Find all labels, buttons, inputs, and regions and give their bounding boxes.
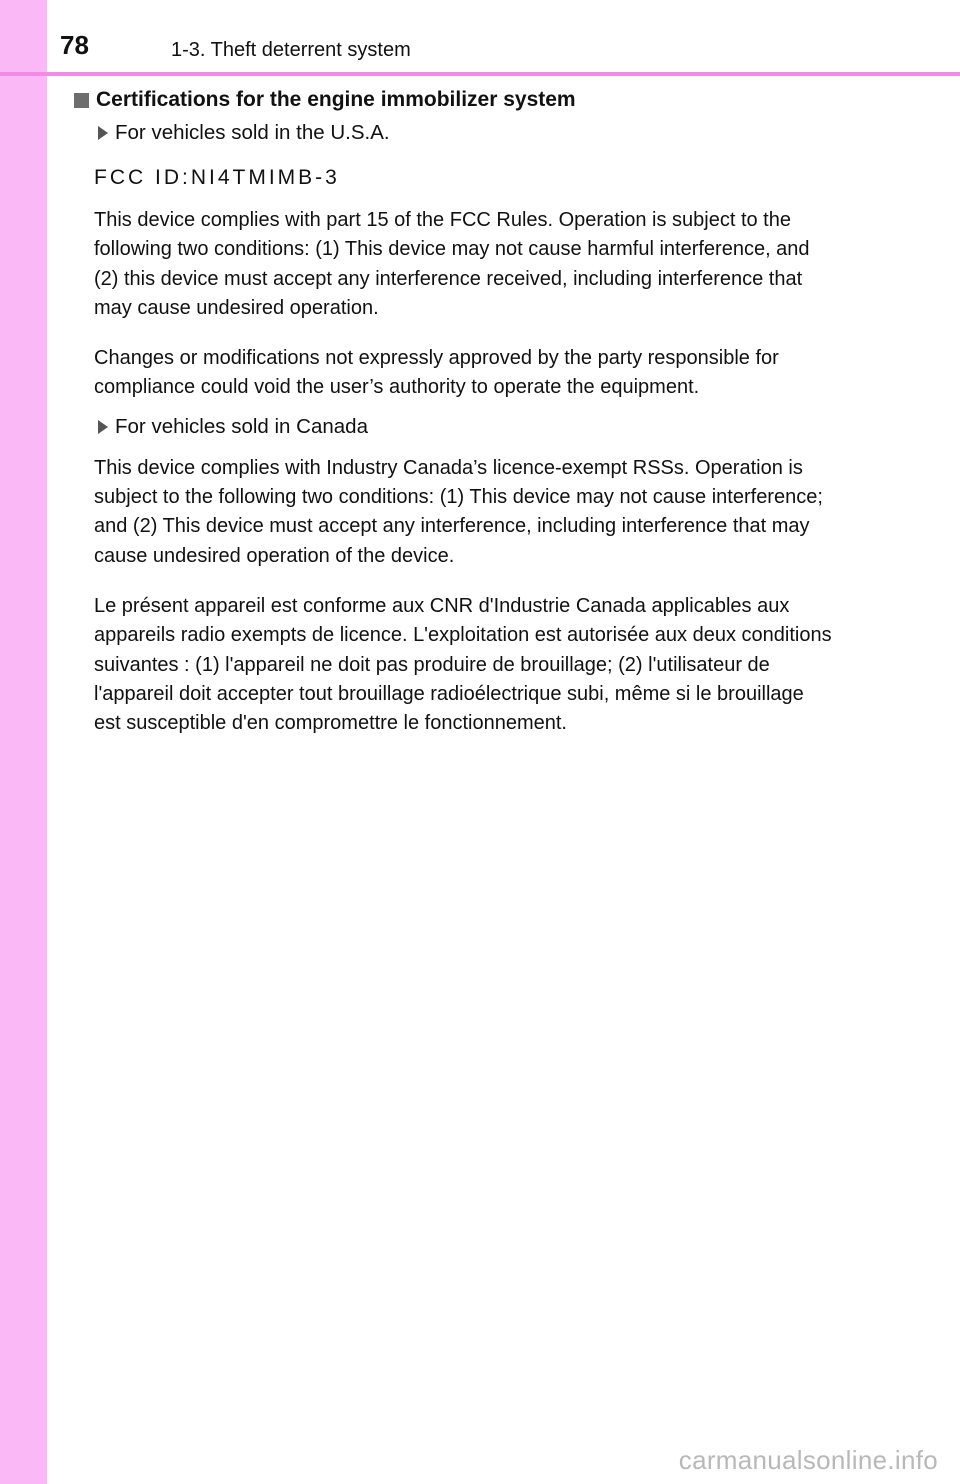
- triangle-bullet-icon: [98, 420, 108, 434]
- section-heading-text: Certifications for the engine immobilizer system: [96, 88, 576, 111]
- page-content: [74, 86, 834, 738]
- section-heading: [74, 86, 834, 114]
- canada-subheading: [98, 412, 834, 442]
- square-bullet-icon: [74, 93, 89, 108]
- fcc-compliance-paragraph: This device complies with part 15 of the FCC Rules. Operation is subject to the following two conditions: (1) This device may not cause harmful interference, and (2) this device must accept any interference received, including interference that may cause undesired operation.: [94, 209, 810, 319]
- section-title: 1-3. Theft deterrent system: [171, 39, 411, 61]
- page-side-tab: [0, 0, 47, 1484]
- modification-warning-paragraph: Changes or modifications not expressly approved by the party responsible for compliance could void the user’s authority to operate the equipment.: [94, 347, 779, 399]
- triangle-bullet-icon: [98, 126, 108, 140]
- usa-subheading-text: For vehicles sold in the U.S.A.: [115, 121, 390, 144]
- fcc-id: FCC ID:NI4TMIMB-3: [94, 166, 340, 189]
- header-divider: [0, 72, 960, 76]
- page-number: 78: [60, 30, 89, 60]
- canada-compliance-paragraph-fr: Le présent appareil est conforme aux CNR d'Industrie Canada applicables aux appareils radio exempts de licence. L'exploitation est autorisée aux deux conditions suivantes : (1) l'appareil ne doit pas produire de brouillage; (2) l'utilisateur de l'appareil doit accepter tout brouillage radioélectrique subi, même si le brouillage est susceptible d'en compromettre le fonctionnement.: [94, 594, 832, 735]
- usa-subheading: [98, 118, 834, 148]
- page-header: [47, 0, 960, 72]
- canada-subheading-text: For vehicles sold in Canada: [115, 414, 368, 438]
- watermark: carmanualsonline.info: [678, 1445, 938, 1475]
- canada-compliance-paragraph-en: This device complies with Industry Canada’s licence-exempt RSSs. Operation is subject to the following two conditions: (1) This device may not cause interference; and (2) This device must accept any interference, including interference that may cause undesired operation of the device.: [94, 456, 823, 567]
